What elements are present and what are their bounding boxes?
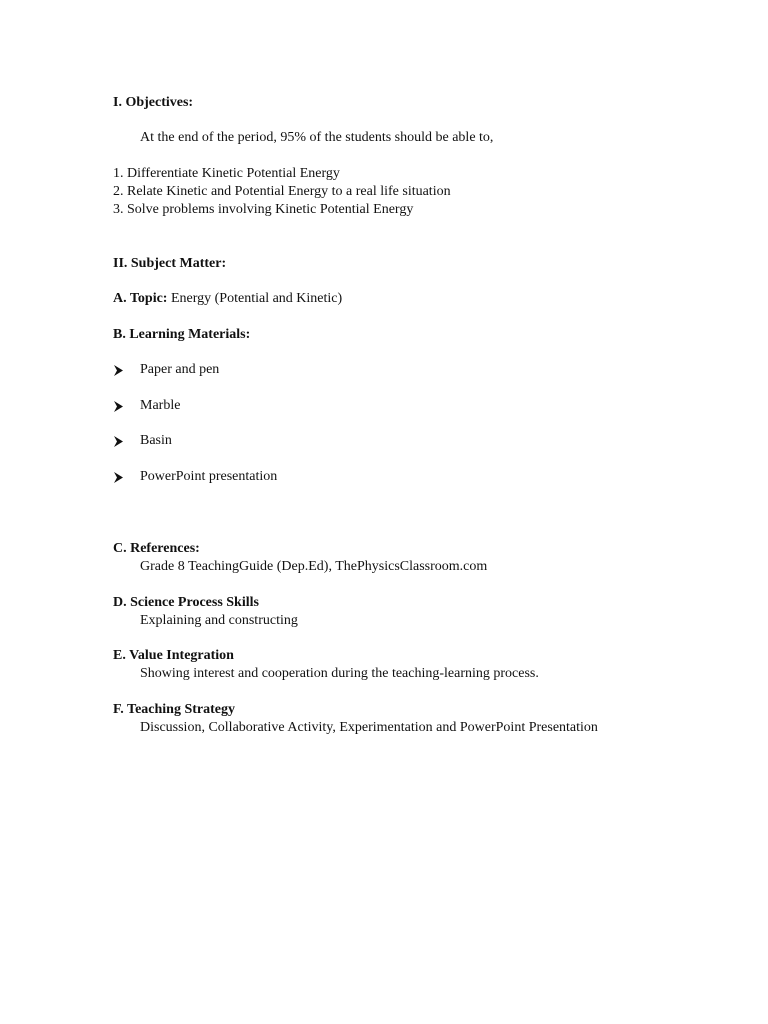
topic-label: A. Topic: xyxy=(113,291,168,306)
teaching-strategy-value: Discussion, Collaborative Activity, Experimentation and PowerPoint Presentation xyxy=(140,720,598,735)
learning-materials-heading: B. Learning Materials: xyxy=(113,327,251,342)
references-heading: C. References: xyxy=(113,541,200,556)
subject-matter-heading: II. Subject Matter: xyxy=(113,256,227,271)
arrowhead-bullet-icon xyxy=(113,472,124,483)
arrowhead-bullet-icon xyxy=(113,365,124,376)
arrowhead-bullet-icon xyxy=(113,401,124,412)
value-integration-heading: E. Value Integration xyxy=(113,648,234,663)
science-process-skills-heading: D. Science Process Skills xyxy=(113,595,259,610)
topic-value: Energy (Potential and Kinetic) xyxy=(170,291,343,306)
topic-line xyxy=(113,290,342,308)
objective-item-1: 1. Differentiate Kinetic Potential Energy xyxy=(113,166,340,181)
learning-material-item: Basin xyxy=(140,433,172,448)
arrowhead-bullet-icon xyxy=(113,436,124,447)
objectives-intro: At the end of the period, 95% of the students should be able to, xyxy=(140,130,494,145)
objective-item-2: 2. Relate Kinetic and Potential Energy to a real life situation xyxy=(113,184,451,199)
objective-item-3: 3. Solve problems involving Kinetic Potential Energy xyxy=(113,202,414,217)
learning-material-item: Marble xyxy=(140,398,181,413)
objectives-heading: I. Objectives: xyxy=(113,95,194,110)
references-value: Grade 8 TeachingGuide (Dep.Ed), ThePhysicsClassroom.com xyxy=(140,559,488,574)
value-integration-value: Showing interest and cooperation during the teaching-learning process. xyxy=(140,666,539,681)
teaching-strategy-heading: F. Teaching Strategy xyxy=(113,702,235,717)
science-process-skills-value: Explaining and constructing xyxy=(140,613,298,628)
learning-material-item: Paper and pen xyxy=(140,362,220,377)
learning-material-item: PowerPoint presentation xyxy=(140,469,278,484)
